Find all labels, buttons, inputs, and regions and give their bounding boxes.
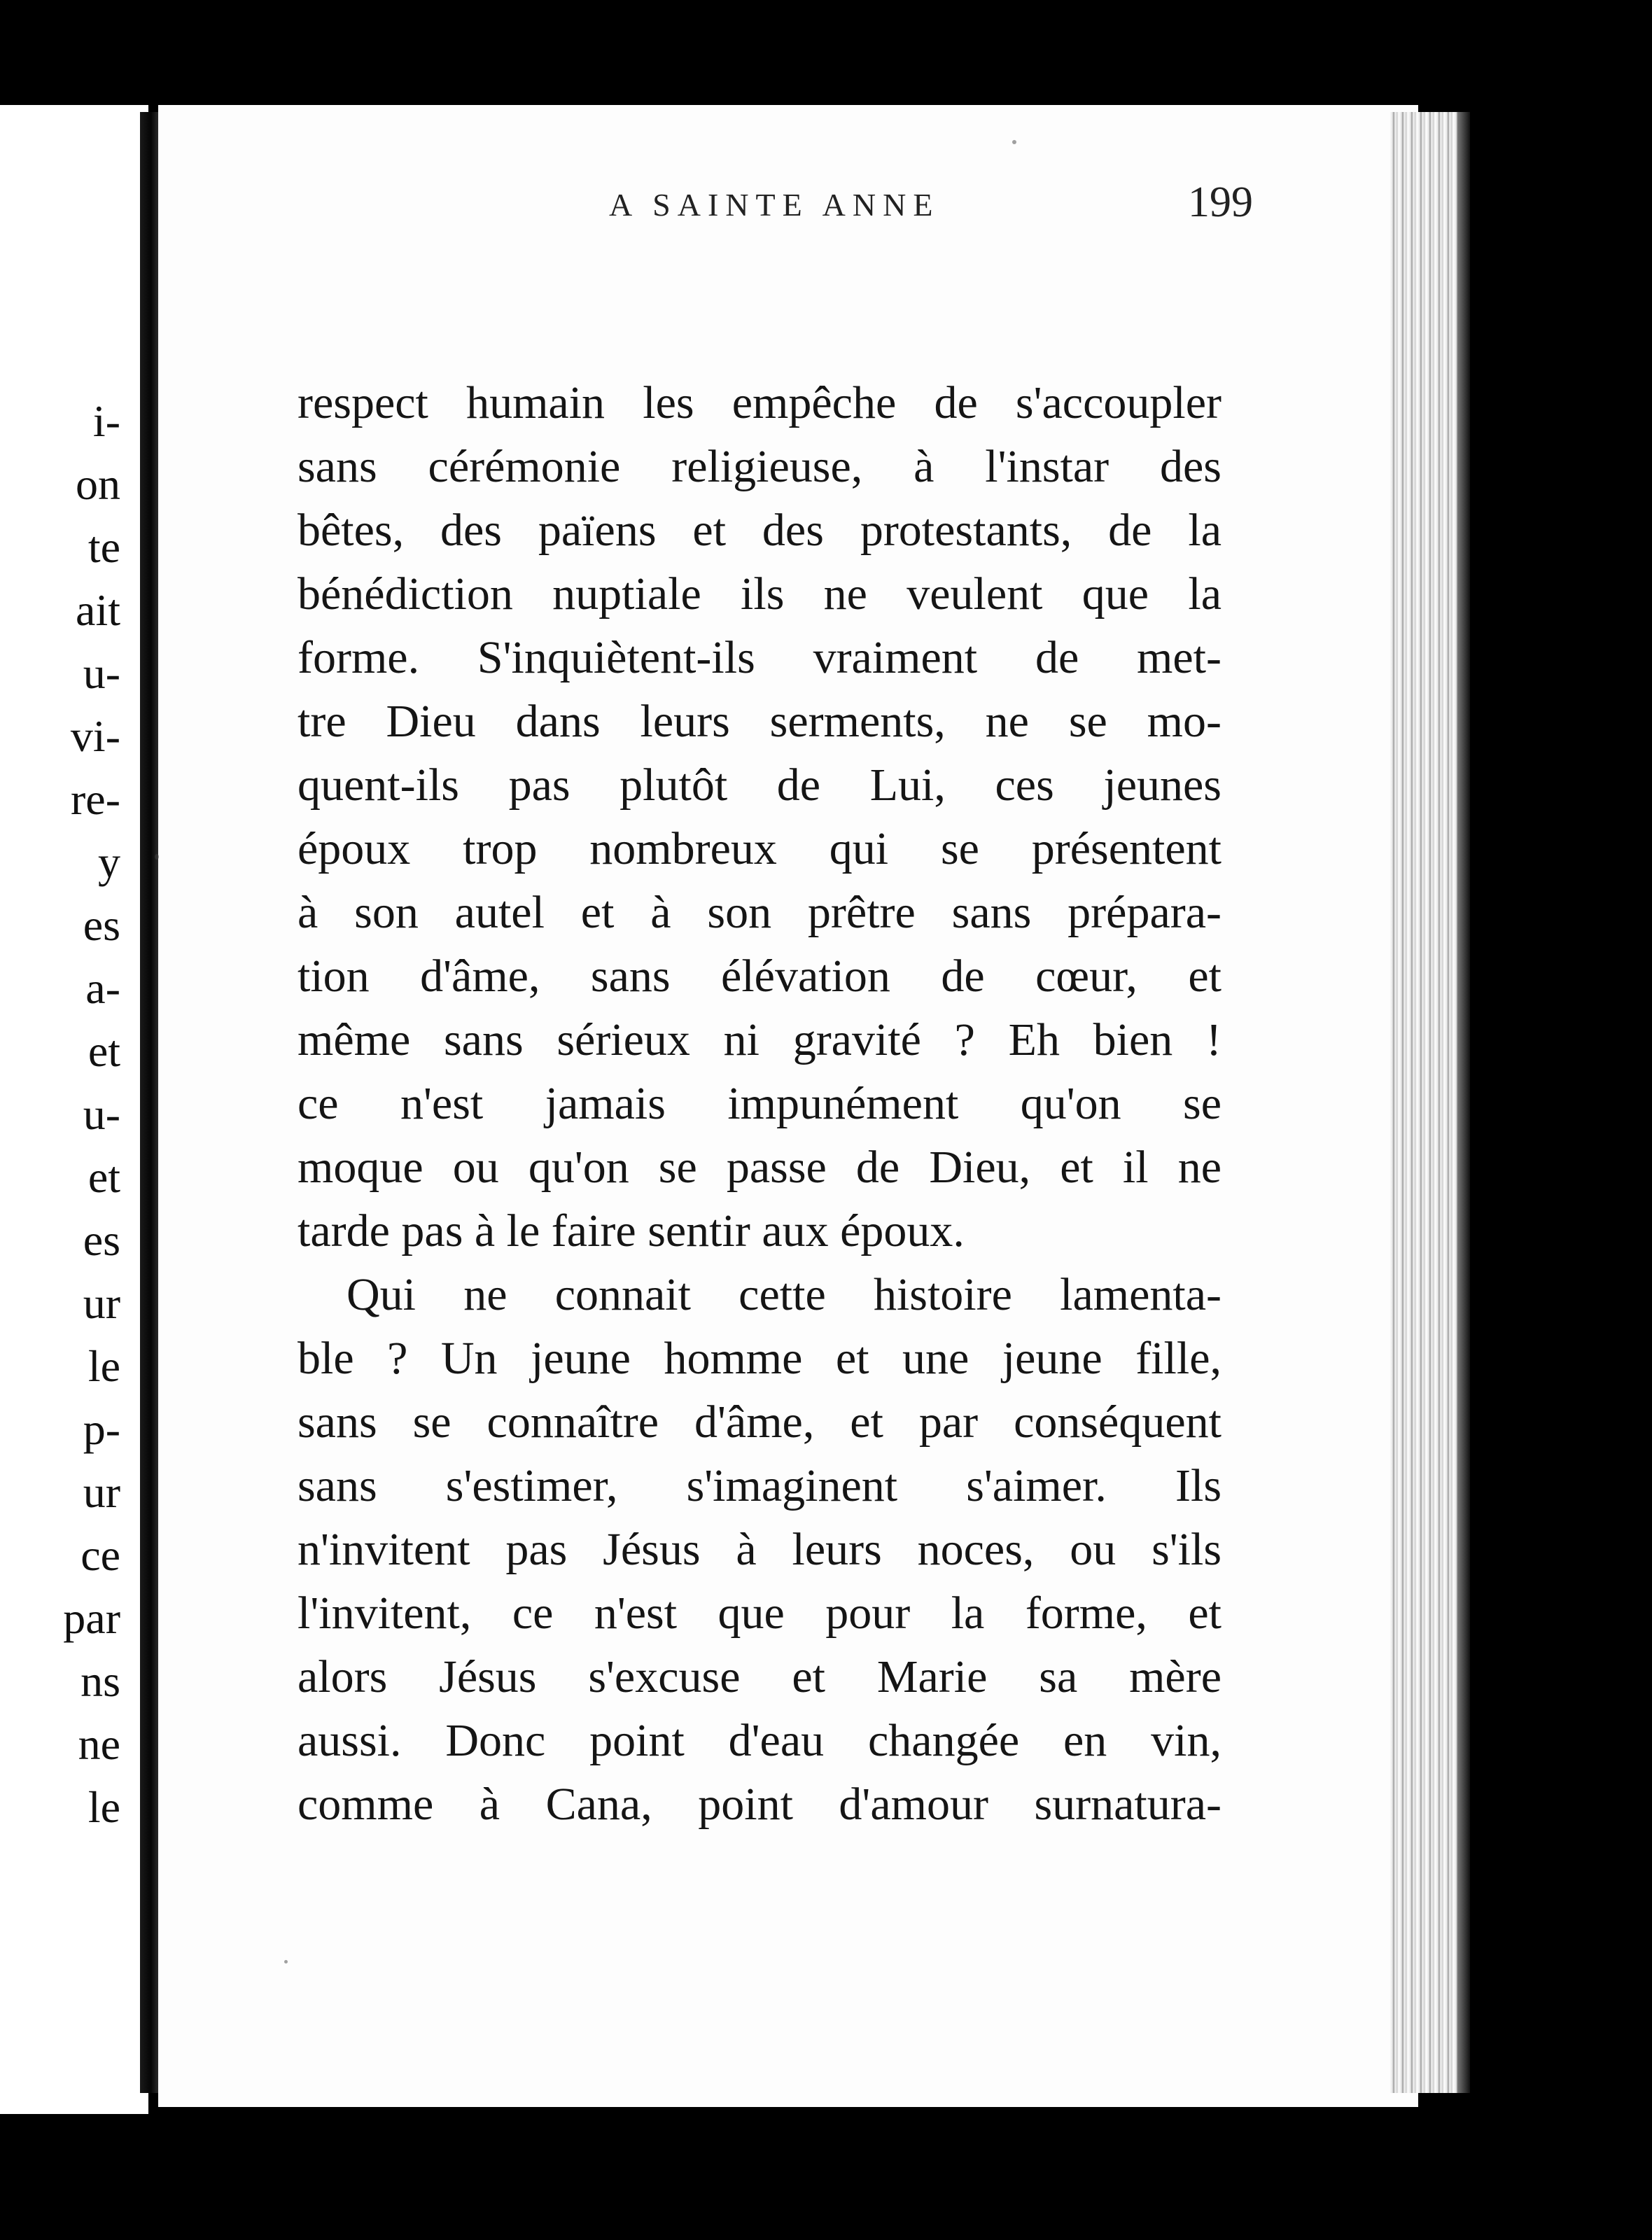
left-page-line: es <box>83 1215 120 1265</box>
left-page-line: u- <box>83 648 120 698</box>
left-page-line: i- <box>92 396 120 446</box>
book-gutter <box>140 112 158 2093</box>
text-line: sans se connaître d'âme, et par conséquent <box>298 1396 1222 1448</box>
left-page-line: es <box>83 900 120 950</box>
left-page-line: le <box>88 1782 120 1832</box>
left-page-line: ne <box>78 1719 120 1769</box>
text-line: respect humain les empêche de s'accoupler <box>298 377 1222 428</box>
text-line: aussi. Donc point d'eau changée en vin, <box>298 1715 1222 1766</box>
text-line: sans cérémonie religieuse, à l'instar des <box>298 441 1222 492</box>
text-line: ce n'est jamais impunément qu'on se <box>298 1078 1222 1129</box>
running-title: A SAINTE ANNE <box>609 187 940 223</box>
left-page-line: y <box>98 837 120 887</box>
text-line: moque ou qu'on se passe de Dieu, et il ne <box>298 1142 1222 1193</box>
text-line: n'invitent pas Jésus à leurs noces, ou s'ils <box>298 1524 1222 1575</box>
text-line: Qui ne connait cette histoire lamenta- <box>346 1269 1222 1320</box>
text-line: comme à Cana, point d'amour surnatura- <box>298 1779 1222 1830</box>
left-page-line: le <box>88 1341 120 1391</box>
running-head <box>448 174 1253 237</box>
page-speck <box>155 854 159 860</box>
left-page-line: par <box>63 1593 120 1643</box>
left-page-line: u- <box>83 1089 120 1139</box>
text-line: tarde pas à le faire sentir aux époux. <box>298 1205 965 1256</box>
text-line: alors Jésus s'excuse et Marie sa mère <box>298 1651 1222 1702</box>
body-text <box>298 371 1222 1836</box>
text-line: époux trop nombreux qui se présentent <box>298 823 1222 874</box>
page-speck <box>1012 140 1016 144</box>
left-page-line: ce <box>80 1530 120 1580</box>
left-page-line: a- <box>85 963 120 1013</box>
page-edges <box>1390 112 1470 2093</box>
text-line: tre Dieu dans leurs serments, ne se mo- <box>298 696 1222 747</box>
left-page-line: vi- <box>70 711 120 761</box>
text-line: à son autel et à son prêtre sans prépara- <box>298 887 1222 938</box>
left-page-line: ait <box>76 585 120 635</box>
left-page-line: te <box>88 522 120 572</box>
text-line: l'invitent, ce n'est que pour la forme, et <box>298 1588 1222 1639</box>
text-line: même sans sérieux ni gravité ? Eh bien ! <box>298 1014 1222 1065</box>
left-page-line: p- <box>83 1404 120 1454</box>
text-line: bêtes, des païens et des protestants, de la <box>298 505 1222 556</box>
left-page-line: re- <box>70 774 120 824</box>
left-page-line: ns <box>80 1656 120 1706</box>
text-line: forme. S'inquiètent-ils vraiment de met- <box>298 632 1222 683</box>
left-page-line: et <box>88 1152 120 1202</box>
left-page-line: ur <box>83 1467 120 1517</box>
left-page-fragment <box>0 105 148 2114</box>
left-page-line: et <box>88 1026 120 1076</box>
page-speck <box>284 1960 288 1963</box>
page-number: 199 <box>1188 178 1253 226</box>
left-page-line: ur <box>83 1278 120 1328</box>
text-line: bénédiction nuptiale ils ne veulent que la <box>298 568 1222 620</box>
text-line: ble ? Un jeune homme et une jeune fille, <box>298 1333 1222 1384</box>
text-line: sans s'estimer, s'imaginent s'aimer. Ils <box>298 1460 1222 1511</box>
text-line: tion d'âme, sans élévation de cœur, et <box>298 951 1222 1002</box>
left-page-line: on <box>76 459 120 509</box>
text-line: quent-ils pas plutôt de Lui, ces jeunes <box>298 760 1222 811</box>
